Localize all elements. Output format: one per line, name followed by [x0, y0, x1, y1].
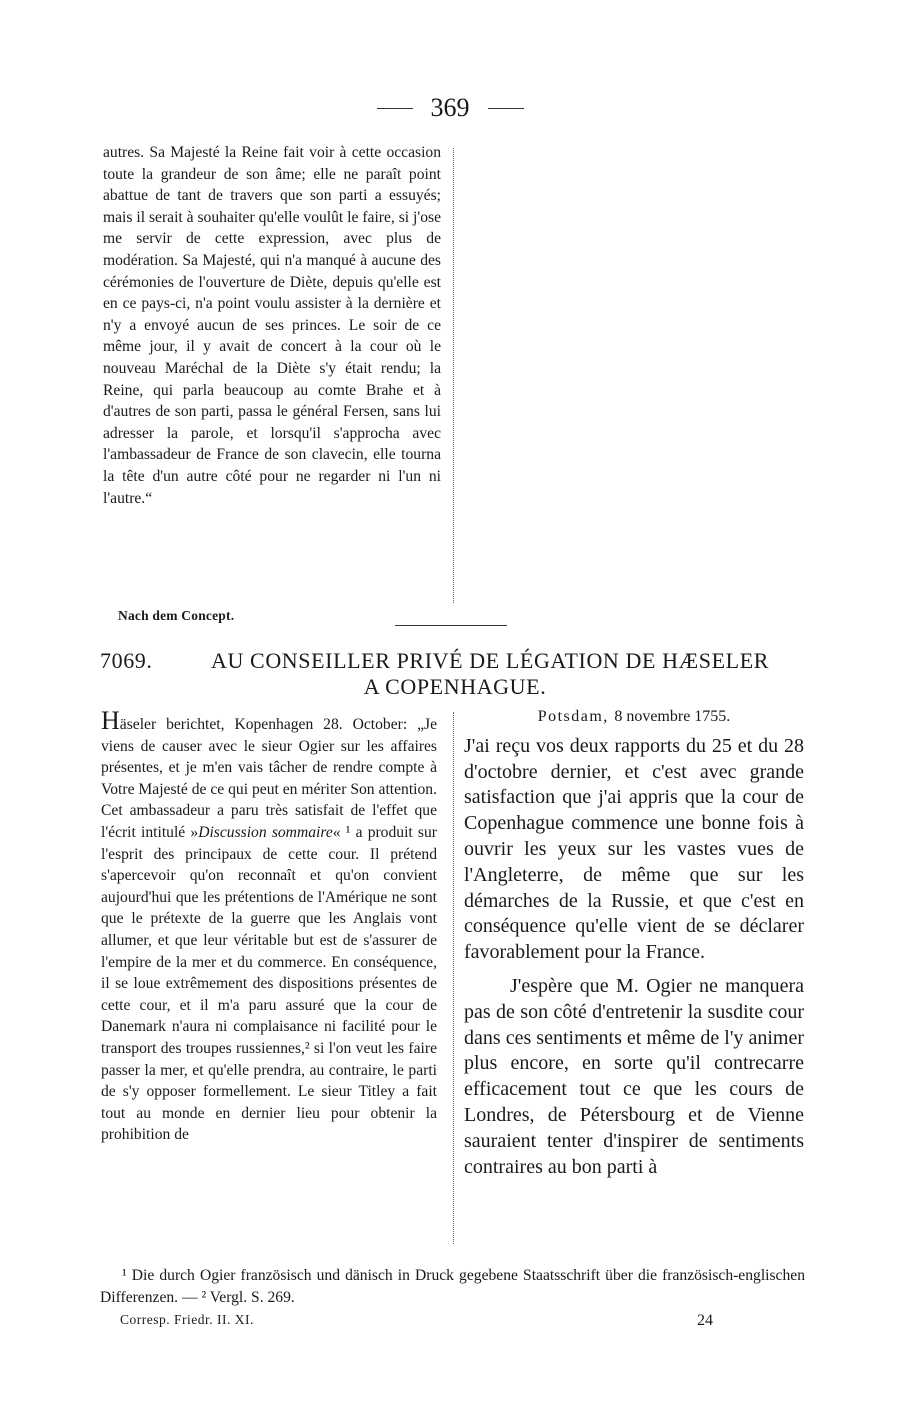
- dateline-date: 8 novembre 1755.: [614, 708, 731, 725]
- imprint: Corresp. Friedr. II. XI.: [120, 1312, 254, 1327]
- signature-mark: 24: [697, 1312, 713, 1329]
- running-head-rule-right: [488, 108, 524, 109]
- column-divider-top: [453, 148, 454, 603]
- letter-number: 7069.: [100, 648, 153, 673]
- letter-column: [464, 704, 804, 1180]
- page-number: 369: [430, 93, 470, 122]
- report-column: [101, 706, 437, 1146]
- letter-paragraph-1: J'ai reçu vos deux rapports du 25 et du 28 d'octobre dernier, et c'est avec grande satisfaction que j'ai appris que la cour de Copenhague commence une bonne fois à ouvrir les yeux sur les vastes vues de l'Angleterre, de même que sur les démarches de la Russie, et que c'est en conséquence qu'elle vient de se déclarer favorablement pour la France.: [464, 734, 804, 964]
- footnotes: [100, 1265, 805, 1309]
- previous-letter-continuation: [103, 142, 441, 509]
- document-title: Discussion sommaire: [198, 823, 333, 841]
- source-note: Nach dem Concept.: [118, 608, 235, 623]
- running-head: [0, 93, 900, 123]
- dropcap: H: [101, 706, 120, 735]
- report-text-part-1: äseler berichtet, Kopenhagen 28. October: „Je viens de causer avec le sieur Ogier sur les affaires présentes, et je m'en vais tâcher de rendre compte à Votre Majesté de ce qui peut en mériter Son attention. Cet ambassadeur a paru très satisfait de l'effet que l'écrit intitulé »: [101, 716, 437, 841]
- running-head-rule-left: [377, 108, 413, 109]
- section-separator-rule: [395, 625, 507, 626]
- heading-line-2: A COPENHAGUE.: [363, 674, 547, 699]
- heading-line-1: AU CONSEILLER PRIVÉ DE LÉGATION DE HÆSELER: [210, 648, 770, 673]
- column-divider-middle: [453, 712, 454, 1244]
- report-text-part-2: « ¹ a produit sur l'esprit des principaux de cette cour. Il prétend s'apercevoir qu'on reconnaît et qu'on convient aujourd'hui que les prétentions de l'Amérique ne sont que le prétexte de la guerre que les Anglais vont allumer, et que leur véritable but est de s'assurer de l'empire de la mer et du commerce. En conséquence, il se loue extrêmement des dispositions présentes de cette cour, et il m'a paru assuré que la cour de Danemark n'aura ni complaisance ni facilité pour le transport des troupes russiennes,² si l'on veut les faire passer la mer, et qu'elle prendra, au contraire, le parti de s'y opposer formellement. Le sieur Titley a fait tout au monde en dernier lieu pour obtenir la prohibition de: [101, 823, 437, 1144]
- letter-heading: [100, 648, 810, 700]
- letter-paragraph-2: J'espère que M. Ogier ne manquera pas de son côté d'entretenir la susdite cour dans ces sentiments et même de l'y animer plus encore, en sorte qu'il contrecarre efficacement tout ce que les cours de Londres, de Pétersbourg et de Vienne sauraient tenter d'inspirer de sentiments contraires au bon parti à: [464, 974, 804, 1178]
- dateline-place: Potsdam,: [537, 708, 609, 725]
- report-text: [101, 706, 437, 1146]
- footnote-text: ¹ Die durch Ogier französisch und dänisch in Druck gegebene Staatsschrift über die französisch-englischen Differenzen. — ² Vergl. S. 269.: [100, 1267, 805, 1306]
- previous-letter-text: autres. Sa Majesté la Reine fait voir à cette occasion toute la grandeur de son âme; elle ne paraît point abattue de tant de travers que son parti a essuyés; mais il serait à souhaiter qu'elle voulût le faire, si j'ose me servir de cette expression, avec plus de modération. Sa Majesté, qui n'a manqué à aucune des cérémonies de l'ouverture de Diète, depuis qu'elle est en ce pays-ci, n'a point voulu assister à la dernière et n'y a envoyé aucun de ses princes. Le soir de ce même jour, il y avait de concert à la cour où le nouveau Maréchal de la Diète s'y était rendu; la Reine, qui parla beaucoup au comte Brahe et à d'autres de son parti, passa le général Fersen, sans lui adresser la parole, et lorsqu'il s'approcha avec l'ambassadeur de France de son clavecin, elle tourna la tête d'un autre côté pour ne regarder ni l'un ni l'autre.“: [103, 144, 441, 507]
- dateline: [464, 704, 804, 730]
